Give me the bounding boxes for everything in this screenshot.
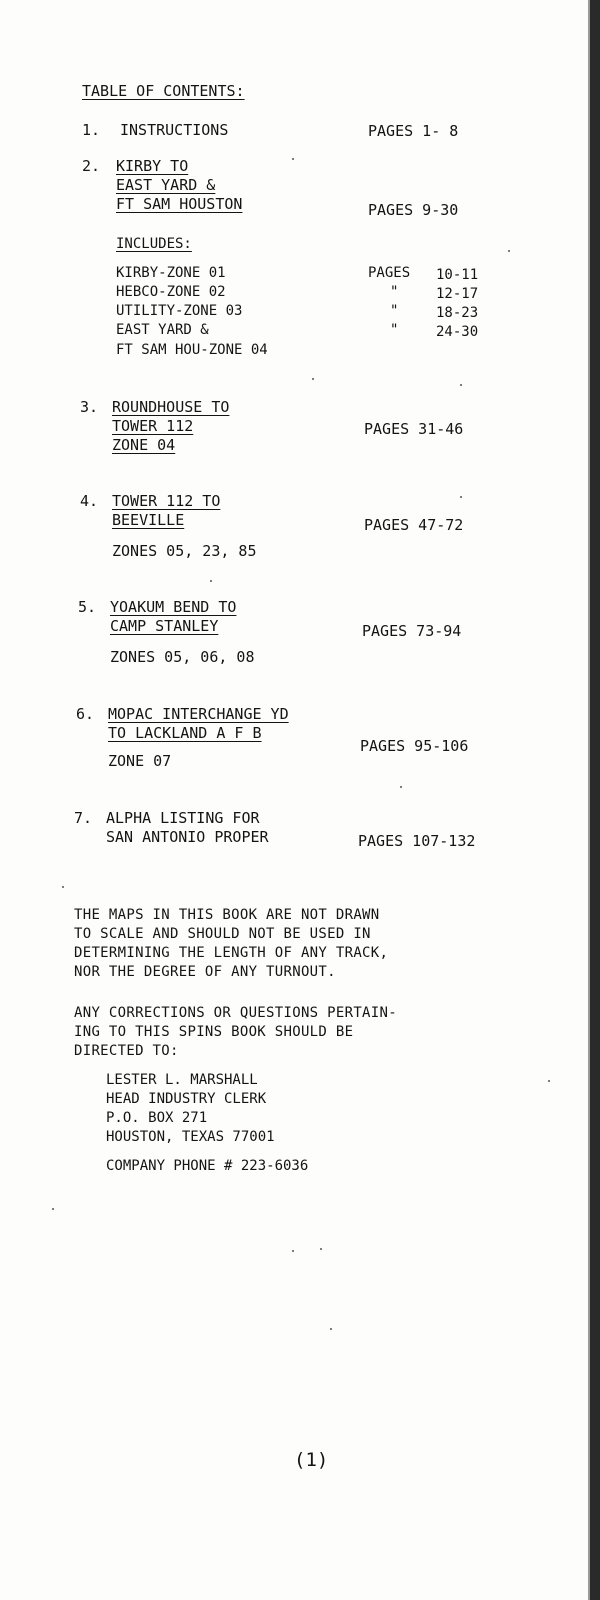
- scan-speck: [330, 1328, 332, 1330]
- entry-title: TOWER 112 TO: [112, 492, 221, 510]
- notice-line: ANY CORRECTIONS OR QUESTIONS PERTAIN-: [74, 1005, 397, 1021]
- includes-pages: 18-23: [436, 305, 479, 321]
- notice-line: ING TO THIS SPINS BOOK SHOULD BE: [74, 1024, 354, 1040]
- entry-number: 7.: [74, 809, 93, 827]
- page-number: (1): [294, 1449, 329, 1471]
- contact-phone: COMPANY PHONE # 223-6036: [106, 1158, 309, 1174]
- scan-speck: [312, 378, 314, 380]
- notice-line: DIRECTED TO:: [74, 1043, 179, 1059]
- entry-zones: ZONE 07: [108, 752, 172, 770]
- includes-name: UTILITY-ZONE 03: [116, 303, 243, 319]
- contact-line: HEAD INDUSTRY CLERK: [106, 1091, 267, 1107]
- scan-speck: [460, 384, 462, 386]
- includes-label: INCLUDES:: [116, 236, 192, 252]
- entry-title: CAMP STANLEY: [110, 617, 219, 635]
- scan-speck: [400, 786, 402, 788]
- entry-pages: PAGES 47-72: [364, 516, 464, 534]
- scan-speck: [508, 250, 510, 252]
- entry-title: EAST YARD &: [116, 176, 216, 194]
- scan-speck: [210, 580, 212, 582]
- notice-line: DETERMINING THE LENGTH OF ANY TRACK,: [74, 945, 389, 961]
- entry-pages: PAGES 9-30: [368, 201, 459, 219]
- includes-pages: 24-30: [436, 324, 479, 340]
- entry-title: ZONE 04: [112, 436, 176, 454]
- entry-title: TO LACKLAND A F B: [108, 724, 262, 742]
- entry-pages: PAGES 95-106: [360, 737, 469, 755]
- notice-line: TO SCALE AND SHOULD NOT BE USED IN: [74, 926, 371, 942]
- includes-pages: 10-11: [436, 267, 479, 283]
- contact-line: HOUSTON, TEXAS 77001: [106, 1129, 275, 1145]
- entry-number: 3.: [80, 398, 99, 416]
- entry-number: 2.: [82, 157, 101, 175]
- entry-zones: ZONES 05, 06, 08: [110, 648, 255, 666]
- entry-pages: PAGES 107-132: [358, 832, 476, 850]
- scan-speck: [292, 158, 294, 160]
- notice-line: NOR THE DEGREE OF ANY TURNOUT.: [74, 964, 336, 980]
- entry-title: MOPAC INTERCHANGE YD: [108, 705, 289, 723]
- scan-speck: [548, 1080, 550, 1082]
- includes-mark: PAGES: [368, 265, 411, 281]
- includes-mark: ": [390, 303, 399, 319]
- entry-title: ROUNDHOUSE TO: [112, 398, 230, 416]
- includes-pages: 12-17: [436, 286, 479, 302]
- includes-name: FT SAM HOU-ZONE 04: [116, 342, 268, 358]
- entry-title: YOAKUM BEND TO: [110, 598, 237, 616]
- entry-pages: PAGES 1- 8: [368, 122, 459, 140]
- entry-zones: ZONES 05, 23, 85: [112, 542, 257, 560]
- entry-number: 5.: [78, 598, 97, 616]
- entry-title: FT SAM HOUSTON: [116, 195, 243, 213]
- entry-pages: PAGES 31-46: [364, 420, 464, 438]
- toc-heading: TABLE OF CONTENTS:: [82, 82, 245, 100]
- scan-speck: [320, 1248, 322, 1250]
- scan-speck: [292, 1250, 294, 1252]
- entry-number: 4.: [80, 492, 99, 510]
- contact-line: LESTER L. MARSHALL: [106, 1072, 258, 1088]
- entry-title: INSTRUCTIONS: [120, 121, 229, 139]
- includes-mark: ": [390, 284, 399, 300]
- scan-speck: [52, 1208, 54, 1210]
- entry-title: ALPHA LISTING FOR: [106, 809, 260, 827]
- includes-name: HEBCO-ZONE 02: [116, 284, 226, 300]
- scan-speck: [460, 496, 462, 498]
- entry-pages: PAGES 73-94: [362, 622, 462, 640]
- entry-number: 6.: [76, 705, 95, 723]
- entry-title: KIRBY TO: [116, 157, 189, 175]
- entry-number: 1.: [82, 121, 101, 139]
- includes-name: EAST YARD &: [116, 322, 209, 338]
- contact-line: P.O. BOX 271: [106, 1110, 208, 1126]
- entry-title: SAN ANTONIO PROPER: [106, 828, 269, 846]
- includes-name: KIRBY-ZONE 01: [116, 265, 226, 281]
- notice-line: THE MAPS IN THIS BOOK ARE NOT DRAWN: [74, 907, 380, 923]
- includes-mark: ": [390, 322, 399, 338]
- scan-speck: [62, 886, 64, 888]
- entry-title: TOWER 112: [112, 417, 194, 435]
- entry-title: BEEVILLE: [112, 511, 185, 529]
